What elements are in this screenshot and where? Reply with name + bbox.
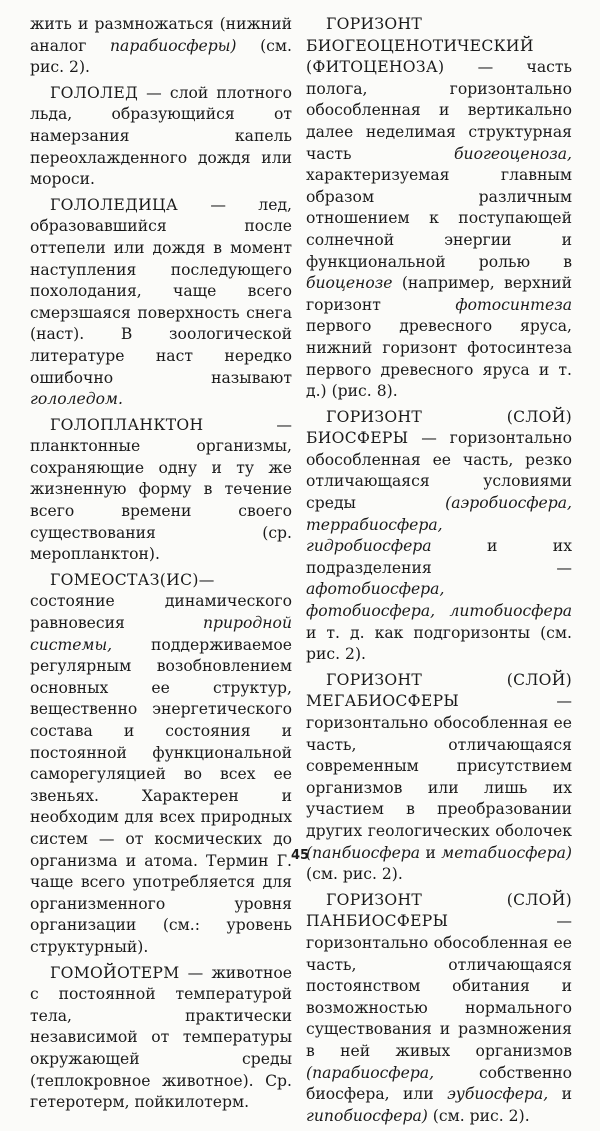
entry-text: (см. рис. 2). [30, 36, 292, 77]
entry-text: поддерживаемое регулярным возобновлением основных ее структур, вещественно энергетического состава и состояния и постоянной функциональной саморегуляцией во всех ее звеньях. Характерен и необходим для всех природных систем — от космических до организма и атома. Термин Г. чаще всего употребляется для организменного уровня организации (см.: уровень структурный). [30, 635, 292, 956]
entry-text: — горизонтально обособленная ее часть, отличающаяся современным присутствием организмов или лишь их участием в преобразовании других геологических оболочек [306, 692, 572, 840]
entry-headword: ГОРИЗОНТ (СЛОЙ) ПАНБИОСФЕРЫ [306, 890, 572, 931]
entry-headword: ГОЛОЛЕД [50, 83, 139, 102]
entry-text: и [420, 843, 442, 862]
entry-term-italic: биогеоценоза, [454, 144, 572, 163]
entry-term-italic: афотобиосфера, фотобиосфера, литобиосфера [306, 580, 572, 621]
entry-text: первого древесного яруса, нижний горизонт фотосинтеза первого древесного яруса и т. д.) (рис. 8). [306, 317, 572, 401]
entry-text: собственно биосфера, или [306, 1063, 572, 1104]
entry-term-italic: фотосинтеза [455, 295, 572, 314]
entry-term-italic: (парабиосфера, [306, 1063, 435, 1082]
dictionary-entry [306, 14, 572, 403]
entry-term-italic: гололедом. [30, 390, 123, 409]
entry-text: — горизонтально обособленная ее часть, резко отличающаяся условиями среды [306, 429, 572, 513]
entry-text: жить и размножаться (нижний аналог [30, 15, 292, 55]
entry-text: — слой плотного льда, образующийся от намерзания капель переохлажденного дождя или мороси. [30, 83, 292, 189]
entry-text: — состояние динамического равновесия [30, 570, 292, 633]
entry-text: — лед, образовавшийся после оттепели или дождя в момент наступления последующего похолодания, чаще всего смерзшаяся поверхность снега (наст). В зоологической литературе наст нередко ошибочно называют [30, 195, 292, 387]
entry-term-italic: гипобиосфера) [306, 1106, 428, 1125]
left-column [30, 14, 292, 1118]
right-column [306, 14, 572, 1131]
entry-term-italic: (панбиосфера [306, 843, 421, 862]
entry-text: — часть полога, горизонтально обособленная и вертикально далее неделимая структурная часть [306, 58, 572, 163]
dictionary-entry [306, 890, 572, 1128]
entry-text: (см. рис. 2). [306, 865, 403, 884]
entry-text: и [548, 1085, 572, 1104]
entry-headword: ГОМЕОСТАЗ(ИС) [50, 570, 199, 589]
entry-term-italic: биоценозе [306, 274, 393, 293]
entry-text: (например, верхний горизонт [306, 274, 572, 314]
page-number: 45 [290, 848, 310, 863]
dictionary-entry [30, 963, 292, 1114]
entry-term-italic: природной системы, [30, 614, 292, 654]
entry-headword: ГОРИЗОНТ БИОГЕОЦЕНОТИЧЕСКИЙ (ФИТОЦЕНОЗА) [306, 15, 534, 77]
dictionary-entry [306, 407, 572, 666]
entry-text: и т. д. как подгоризонты (см. рис. 2). [306, 623, 572, 664]
dictionary-entry [30, 415, 292, 566]
entry-text: — животное с постоянной температурой тела, практически независимой от температуры окружающей среды (теплокровное животное). Ср. гетеротерм, пойкилотерм. [30, 963, 292, 1112]
entry-text: характеризуемая главным образом различным отношением к поступающей солнечной энергии и функциональной ролью в [306, 166, 572, 271]
entry-term-italic: эубиосфера, [447, 1085, 549, 1104]
entry-term-italic: парабиосферы) [110, 36, 237, 55]
entry-continuation [30, 14, 292, 79]
dictionary-entry [30, 83, 292, 191]
entry-headword: ГОЛОПЛАНКТОН [50, 415, 204, 434]
entry-text: (см. рис. 2). [427, 1106, 530, 1125]
entry-text: и их подразделения — [306, 537, 572, 577]
entry-headword: ГОРИЗОНТ (СЛОЙ) БИОСФЕРЫ [306, 407, 572, 448]
dictionary-entry [30, 195, 292, 411]
entry-text: — горизонтально обособленная ее часть, отличающаяся постоянством обитания и возможностью нормального существования и размножения в ней живых организмов [306, 912, 572, 1060]
entry-term-italic: (аэробиосфера, террабиосфера, гидробиосфера [306, 494, 572, 556]
dictionary-entry [30, 570, 292, 959]
entry-headword: ГОЛОЛЕДИЦА [50, 195, 178, 214]
entry-headword: ГОРИЗОНТ (СЛОЙ) МЕГАБИОСФЕРЫ [306, 670, 572, 711]
entry-term-italic: метабиосфера) [441, 843, 572, 862]
entry-text: — планктонные организмы, сохраняющие одну и ту же жизненную форму в течение всего времени своего существования (ср. меропланктон). [30, 415, 292, 564]
entry-headword: ГОМОЙОТЕРМ [50, 963, 180, 982]
